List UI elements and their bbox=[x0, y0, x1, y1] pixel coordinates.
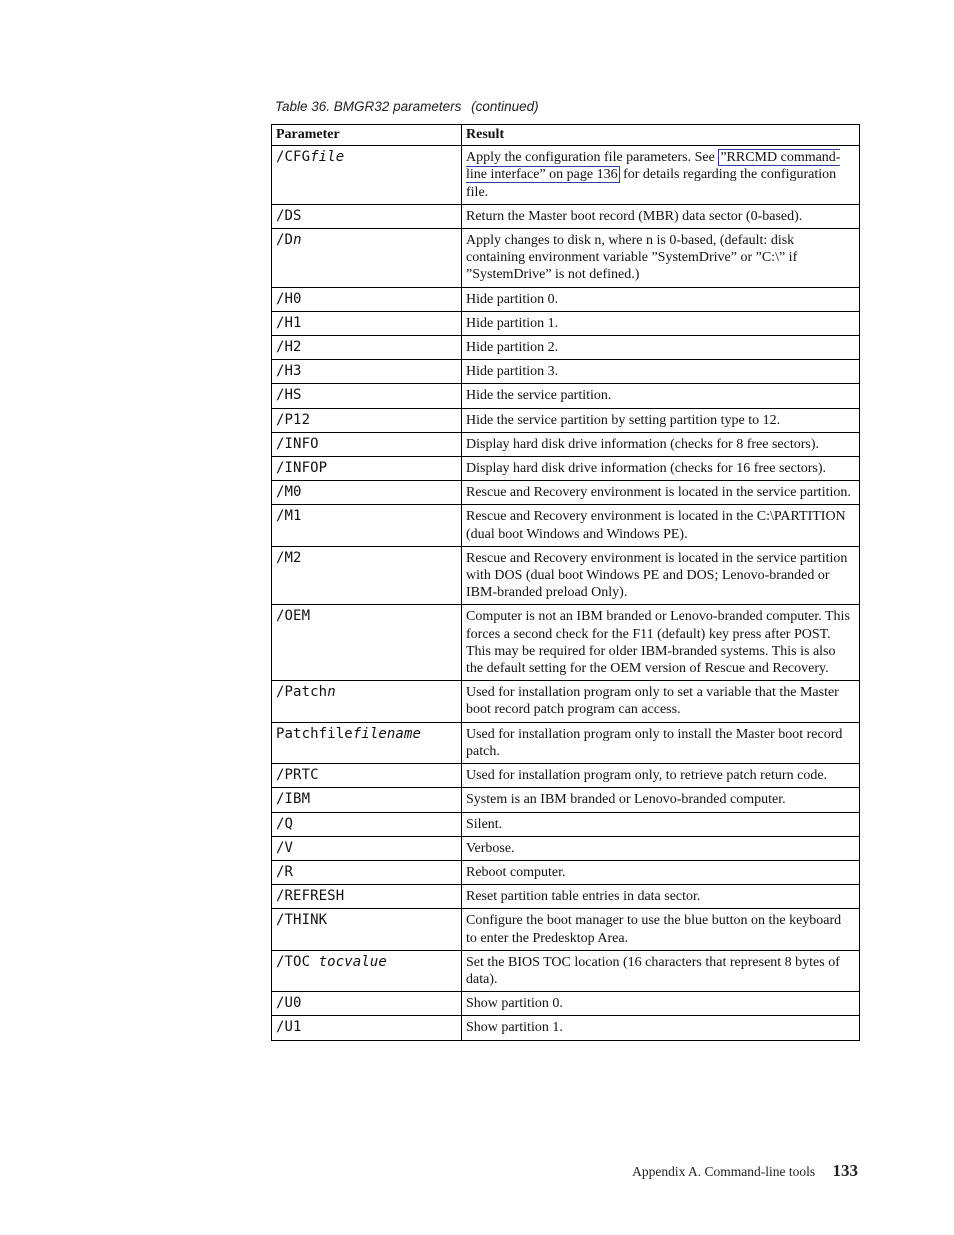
table-row bbox=[272, 481, 860, 505]
result-cell bbox=[462, 950, 860, 991]
parameter-name: /D bbox=[276, 232, 294, 249]
result-cell bbox=[462, 885, 860, 909]
result-cell bbox=[462, 336, 860, 360]
parameter-name: /CFG bbox=[276, 149, 311, 166]
result-text: for details regarding the configuration file. bbox=[466, 167, 837, 200]
parameter-name: /THINK bbox=[276, 912, 328, 929]
parameter-name: Patchfile bbox=[276, 725, 353, 742]
parameter-name: /M1 bbox=[276, 508, 302, 525]
parameter-variable: n bbox=[293, 232, 302, 249]
parameter-cell bbox=[272, 681, 462, 722]
result-cell bbox=[462, 146, 860, 205]
page-number: 133 bbox=[832, 1161, 858, 1180]
table-row bbox=[272, 860, 860, 884]
result-cell bbox=[462, 360, 860, 384]
result-cell bbox=[462, 909, 860, 950]
table-row bbox=[272, 408, 860, 432]
result-cell bbox=[462, 546, 860, 605]
table-row bbox=[272, 836, 860, 860]
result-cell bbox=[462, 681, 860, 722]
parameter-variable: tocvalue bbox=[318, 953, 387, 970]
result-text: Rescue and Recovery environment is located in the service partition. bbox=[466, 485, 851, 501]
parameter-cell bbox=[272, 885, 462, 909]
table-row bbox=[272, 311, 860, 335]
parameter-name: /OEM bbox=[276, 608, 311, 625]
table-row bbox=[272, 909, 860, 950]
result-text: Return the Master boot record (MBR) data sector (0-based). bbox=[466, 208, 803, 224]
result-text: Verbose. bbox=[466, 840, 515, 856]
result-text: Rescue and Recovery environment is located in the service partition with DOS (dual boot Windows PE and DOS; Lenovo-branded or IBM-branded preload Only). bbox=[466, 550, 848, 601]
result-text: Hide the service partition. bbox=[466, 388, 612, 404]
parameter-name: /H1 bbox=[276, 314, 302, 331]
footer-section: Appendix A. Command-line tools bbox=[632, 1164, 816, 1179]
table-row bbox=[272, 788, 860, 812]
result-cell bbox=[462, 384, 860, 408]
table-row bbox=[272, 605, 860, 681]
parameter-name: /V bbox=[276, 839, 294, 856]
result-text: System is an IBM branded or Lenovo-branded computer. bbox=[466, 792, 786, 808]
parameter-cell bbox=[272, 360, 462, 384]
result-cell bbox=[462, 457, 860, 481]
result-text: Rescue and Recovery environment is located in the C:\PARTITION (dual boot Windows and Windows PE). bbox=[466, 509, 846, 542]
parameter-variable: file bbox=[310, 149, 345, 166]
parameter-name: /H3 bbox=[276, 363, 302, 380]
result-text: Hide partition 3. bbox=[466, 364, 559, 380]
parameters-table bbox=[271, 124, 860, 1041]
parameter-name: /M2 bbox=[276, 549, 302, 566]
result-text: Hide partition 2. bbox=[466, 340, 559, 356]
result-cell bbox=[462, 311, 860, 335]
parameter-name: /REFRESH bbox=[276, 888, 345, 905]
parameter-cell bbox=[272, 457, 462, 481]
table-caption bbox=[275, 99, 539, 114]
parameter-cell bbox=[272, 992, 462, 1016]
parameter-variable: filename bbox=[352, 725, 421, 742]
table-row bbox=[272, 546, 860, 605]
parameter-cell bbox=[272, 764, 462, 788]
result-text: Reset partition table entries in data sector. bbox=[466, 889, 701, 905]
table-row bbox=[272, 457, 860, 481]
result-text: Used for installation program only to set a variable that the Master boot record patch program can access. bbox=[466, 685, 839, 718]
result-text: Configure the boot manager to use the blue button on the keyboard to enter the Predesktop Area. bbox=[466, 913, 842, 946]
table-row bbox=[272, 384, 860, 408]
caption-label: Table 36. BMGR32 parameters bbox=[275, 99, 462, 114]
parameter-name: /DS bbox=[276, 207, 302, 224]
table-row bbox=[272, 287, 860, 311]
page-footer bbox=[632, 1161, 858, 1181]
table-row bbox=[272, 432, 860, 456]
parameter-cell bbox=[272, 432, 462, 456]
parameter-cell bbox=[272, 909, 462, 950]
result-cell bbox=[462, 481, 860, 505]
result-text: Set the BIOS TOC location (16 characters that represent 8 bytes of data). bbox=[466, 954, 840, 987]
parameter-name: /P12 bbox=[276, 411, 311, 428]
result-cell bbox=[462, 722, 860, 763]
parameter-name: /H2 bbox=[276, 339, 302, 356]
result-text: Hide partition 1. bbox=[466, 315, 559, 331]
table-row bbox=[272, 360, 860, 384]
table-row bbox=[272, 764, 860, 788]
result-text: Hide partition 0. bbox=[466, 291, 559, 307]
result-cell bbox=[462, 1016, 860, 1040]
parameter-cell bbox=[272, 950, 462, 991]
parameter-cell bbox=[272, 812, 462, 836]
parameter-cell bbox=[272, 860, 462, 884]
result-cell bbox=[462, 860, 860, 884]
parameter-name: /IBM bbox=[276, 791, 311, 808]
parameter-name: /TOC bbox=[276, 953, 319, 970]
result-cell bbox=[462, 204, 860, 228]
parameter-name: /U1 bbox=[276, 1019, 302, 1036]
parameter-cell bbox=[272, 384, 462, 408]
parameter-name: /PRTC bbox=[276, 767, 319, 784]
parameter-name: /M0 bbox=[276, 484, 302, 501]
table-header-row bbox=[272, 125, 860, 146]
parameter-cell bbox=[272, 146, 462, 205]
table-row bbox=[272, 336, 860, 360]
result-cell bbox=[462, 836, 860, 860]
table-row bbox=[272, 204, 860, 228]
table-row bbox=[272, 146, 860, 205]
result-text: Hide the service partition by setting partition type to 12. bbox=[466, 412, 781, 428]
table-body bbox=[272, 146, 860, 1040]
parameter-cell bbox=[272, 788, 462, 812]
parameter-name: /INFO bbox=[276, 435, 319, 452]
result-text: Used for installation program only, to retrieve patch return code. bbox=[466, 768, 828, 784]
table-row bbox=[272, 505, 860, 546]
parameter-cell bbox=[272, 481, 462, 505]
parameter-cell bbox=[272, 1016, 462, 1040]
table-row bbox=[272, 950, 860, 991]
result-cell bbox=[462, 432, 860, 456]
table-row bbox=[272, 722, 860, 763]
parameter-name: /HS bbox=[276, 387, 302, 404]
result-cell bbox=[462, 812, 860, 836]
parameter-cell bbox=[272, 229, 462, 288]
parameter-variable: n bbox=[327, 684, 336, 701]
parameter-cell bbox=[272, 505, 462, 546]
parameter-cell bbox=[272, 722, 462, 763]
parameter-cell bbox=[272, 287, 462, 311]
table-row bbox=[272, 229, 860, 288]
result-text: Computer is not an IBM branded or Lenovo-branded computer. This forces a second check for the F11 (default) key press after POST. This may be required for older IBM-branded systems. This is also the default setting for the OEM version of Rescue and Recovery. bbox=[466, 609, 850, 677]
parameter-cell bbox=[272, 836, 462, 860]
result-text: Silent. bbox=[466, 816, 503, 832]
parameter-cell bbox=[272, 546, 462, 605]
result-text: Show partition 0. bbox=[466, 996, 563, 1012]
parameter-cell bbox=[272, 408, 462, 432]
header-parameter: Parameter bbox=[272, 125, 462, 146]
parameter-cell bbox=[272, 204, 462, 228]
parameter-name: /Patch bbox=[276, 684, 328, 701]
result-text: Display hard disk drive information (checks for 16 free sectors). bbox=[466, 461, 826, 477]
result-cell bbox=[462, 992, 860, 1016]
result-text: Show partition 1. bbox=[466, 1020, 563, 1036]
result-cell bbox=[462, 788, 860, 812]
table-row bbox=[272, 992, 860, 1016]
result-cell bbox=[462, 605, 860, 681]
result-text: Apply changes to disk n, where n is 0-based, (default: disk containing environment variable ”SystemDrive” or ”C:\” if ”SystemDrive” is not defined.) bbox=[466, 233, 798, 283]
parameter-name: /Q bbox=[276, 815, 294, 832]
table-row bbox=[272, 681, 860, 722]
result-text: Apply the configuration file parameters. See bbox=[466, 150, 719, 166]
parameter-name: /INFOP bbox=[276, 460, 328, 477]
result-cell bbox=[462, 408, 860, 432]
result-cell bbox=[462, 505, 860, 546]
table-row bbox=[272, 1016, 860, 1040]
table-row bbox=[272, 885, 860, 909]
parameter-name: /U0 bbox=[276, 995, 302, 1012]
parameter-name: /H0 bbox=[276, 290, 302, 307]
result-cell bbox=[462, 764, 860, 788]
parameter-name: /R bbox=[276, 863, 294, 880]
result-text: Used for installation program only to install the Master boot record patch. bbox=[466, 726, 843, 759]
header-result: Result bbox=[462, 125, 860, 146]
parameter-cell bbox=[272, 311, 462, 335]
table-row bbox=[272, 812, 860, 836]
parameter-cell bbox=[272, 336, 462, 360]
result-cell bbox=[462, 287, 860, 311]
parameter-cell bbox=[272, 605, 462, 681]
cross-reference-link[interactable]: ”RRCMD command-line interface” on page 136 bbox=[466, 150, 841, 183]
result-cell bbox=[462, 229, 860, 288]
caption-continued: (continued) bbox=[471, 99, 539, 114]
result-text: Display hard disk drive information (checks for 8 free sectors). bbox=[466, 436, 819, 452]
result-text: Reboot computer. bbox=[466, 864, 566, 880]
